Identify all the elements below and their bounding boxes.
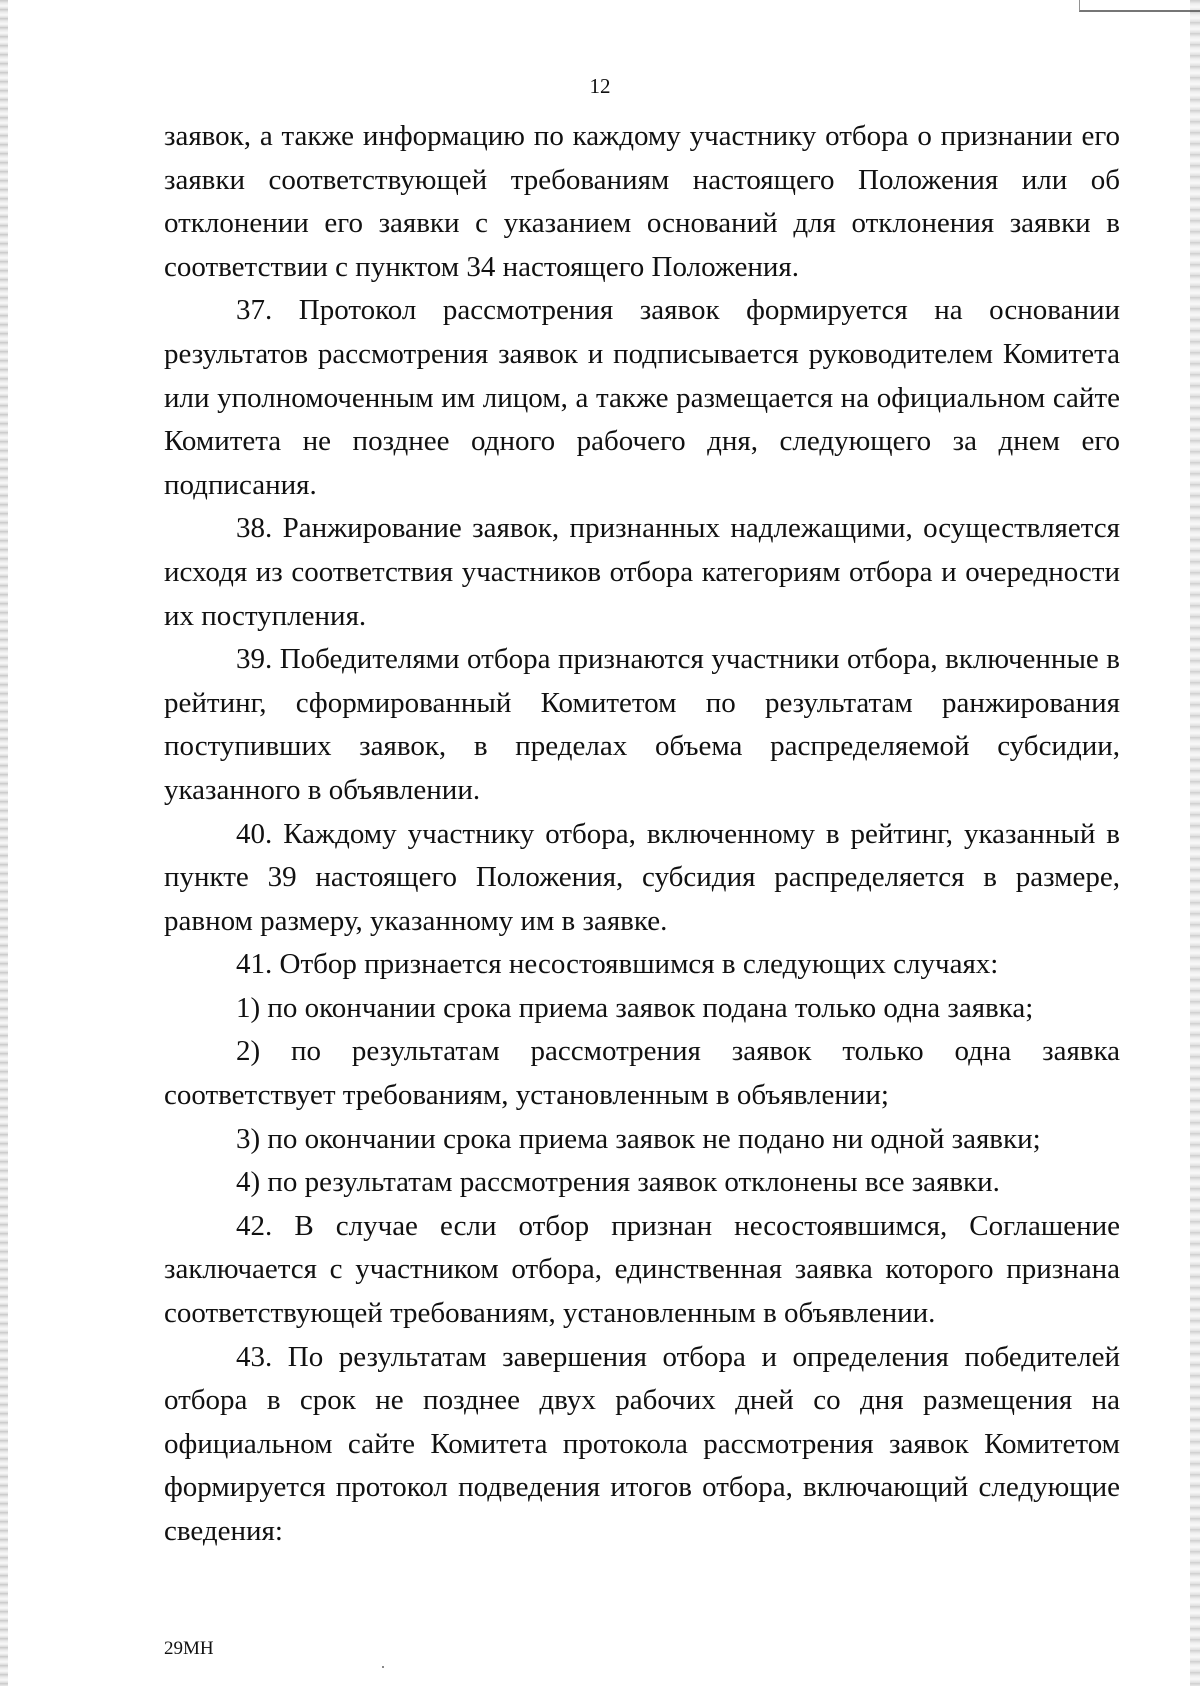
scan-artifact-dot: [382, 1666, 384, 1668]
paragraph-continuation: заявок, а также информацию по каждому участнику отбора о признании его заявки соответствующей требованиям настоящего Положения или об отклонении его заявки с указанием оснований для отклонения заявки в соответствии с пунктом 34 настоящего Положения.: [164, 120, 1120, 283]
list-item-41-2: 2) по результатам рассмотрения заявок только одна заявка соответствует требованиям, установленным в объявлении;: [164, 1035, 1120, 1112]
paragraph-41: 41. Отбор признается несостоявшимся в следующих случаях:: [236, 948, 999, 981]
scan-corner-mark: [1079, 0, 1200, 12]
paragraph-38: 38. Ранжирование заявок, признанных надлежащими, осуществляется исходя из соответствия участников отбора категориям отбора и очередности их поступления.: [164, 512, 1120, 632]
footer-document-code: 29МН: [164, 1638, 214, 1659]
document-body: [164, 115, 1120, 1554]
page-number: 12: [589, 74, 611, 98]
paragraph-42: 42. В случае если отбор признан несостоявшимся, Соглашение заключается с участником отбора, единственная заявка которого признана соответствующей требованиям, установленным в объявлении.: [164, 1209, 1120, 1330]
paragraph-39: 39. Победителями отбора признаются участники отбора, включенные в рейтинг, сформированный Комитетом по результатам ранжирования поступивших заявок, в пределах объема распределяемой субсидии, указанного в объявлении.: [164, 643, 1120, 806]
list-item-41-4: 4) по результатам рассмотрения заявок отклонены все заявки.: [236, 1166, 1000, 1199]
list-item-41-3: 3) по окончании срока приема заявок не подано ни одной заявки;: [236, 1122, 1041, 1155]
scan-edge-right: [1190, 0, 1200, 1686]
paragraph-43: 43. По результатам завершения отбора и определения победителей отбора в срок не позднее двух рабочих дней со дня размещения на официальном сайте Комитета протокола рассмотрения заявок Комитетом формируется протокол подведения итогов отбора, включающий следующие сведения:: [164, 1340, 1120, 1547]
list-item-41-1: 1) по окончании срока приема заявок подана только одна заявка;: [236, 991, 1034, 1024]
paragraph-40: 40. Каждому участнику отбора, включенному в рейтинг, указанный в пункте 39 настоящего Положения, субсидия распределяется в размере, равном размеру, указанному им в заявке.: [164, 817, 1120, 937]
scan-edge-left: [0, 0, 8, 1686]
paragraph-37: 37. Протокол рассмотрения заявок формируется на основании результатов рассмотрения заявок и подписывается руководителем Комитета или уполномоченным им лицом, а также размещается на официальном сайте Комитета не позднее одного рабочего дня, следующего за днем его подписания.: [164, 294, 1120, 501]
